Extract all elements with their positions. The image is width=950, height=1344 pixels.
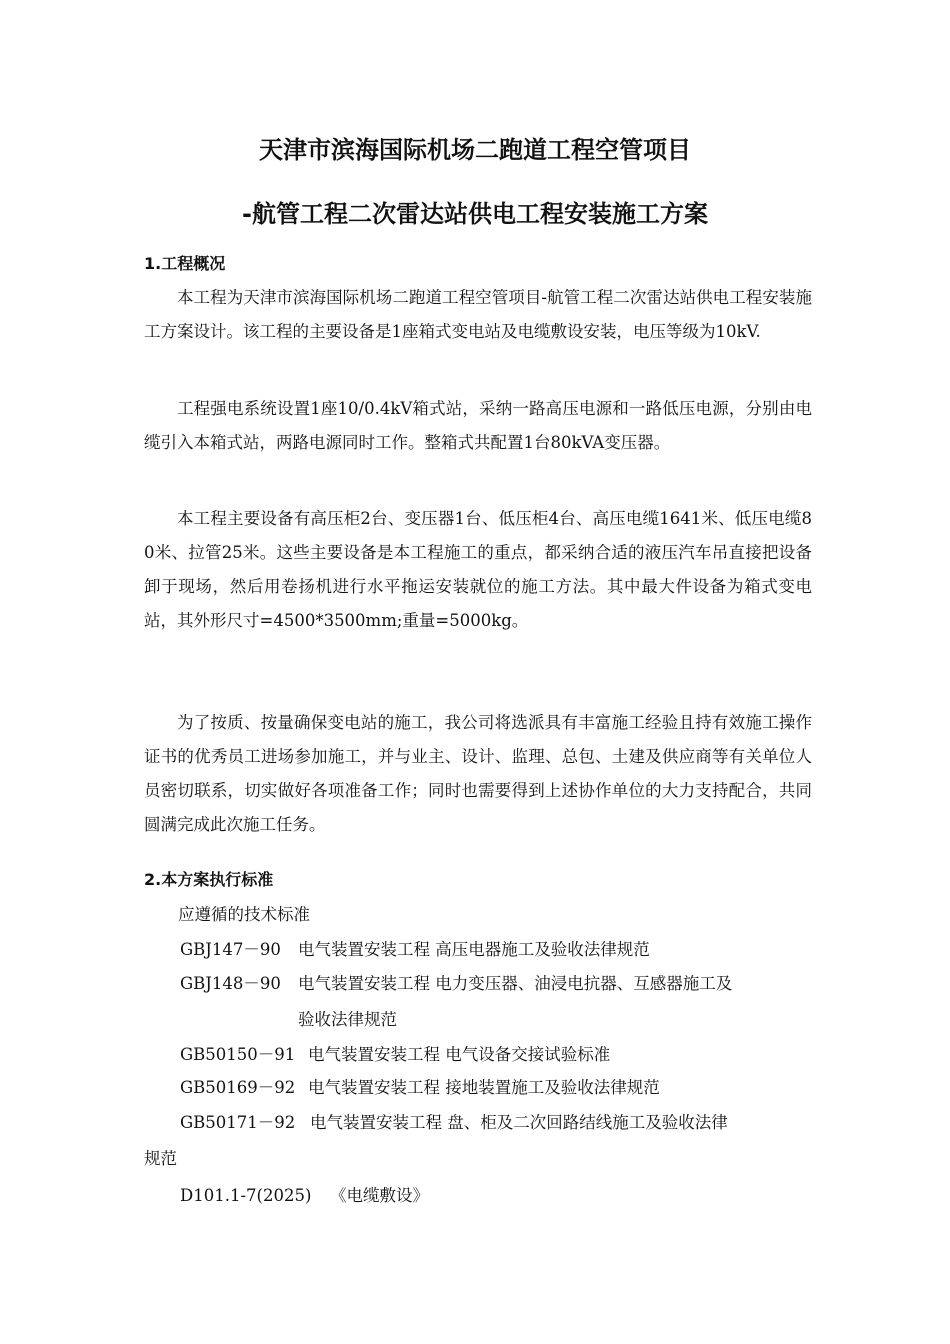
standard-code: GB50171－92 <box>180 1113 296 1132</box>
standard-title-continuation: 规范 <box>144 1149 177 1168</box>
standard-title: 电气装置安装工程 盘、柜及二次回路结线施工及验收法律 <box>310 1113 728 1132</box>
standard-title: 电气装置安装工程 电气设备交接试验标准 <box>308 1045 611 1064</box>
standard-title: 电气装置安装工程 电力变压器、油浸电抗器、互感器施工及 <box>298 974 733 993</box>
document-title-line-1: 天津市滨海国际机场二跑道工程空管项目 <box>259 136 691 164</box>
section-1-paragraph-1: 本工程为天津市滨海国际机场二跑道工程空管项目-航管工程二次雷达站供电工程安装施工方案设计。该工程的主要设备是1座箱式变电站及电缆敷设安装，电压等级为10kV. <box>144 288 812 341</box>
section-1-paragraph-4: 为了按质、按量确保变电站的施工，我公司将选派具有丰富施工经验且持有效施工操作证书的优秀员工进场参加施工，并与业主、设计、监理、总包、土建及供应商等有关单位人员密切联系，切实做好各项准备工作；同时也需要得到上述协作单位的大力支持配合，共同圆满完成此次施工任务。 <box>144 713 812 834</box>
standard-code: GBJ148－90 <box>180 974 281 993</box>
document-title-line-2: -航管工程二次雷达站供电工程安装施工方案 <box>242 200 708 228</box>
standard-item <box>180 1179 429 1213</box>
standard-code: GB50150－91 <box>180 1045 296 1064</box>
section-1-heading: 1.工程概况 <box>144 254 226 273</box>
standard-item <box>180 1038 610 1072</box>
standard-item <box>180 933 650 967</box>
standard-title-continuation: 验收法律规范 <box>298 1010 397 1029</box>
standard-code: D101.1-7(2025) <box>180 1186 312 1205</box>
standard-item <box>180 1106 728 1140</box>
standard-title: 《电缆敷设》 <box>330 1186 429 1205</box>
standard-code: GBJ147－90 <box>180 940 281 959</box>
section-1-paragraph-2: 工程强电系统设置1座10/0.4kV箱式站，采纳一路高压电源和一路低压电源，分别由电缆引入本箱式站，两路电源同时工作。整箱式共配置1台80kVA变压器。 <box>144 399 812 452</box>
section-1-paragraph-3: 本工程主要设备有高压柜2台、变压器1台、低压柜4台、高压电缆1641米、低压电缆80米、拉管25米。这些主要设备是本工程施工的重点，都采纳合适的液压汽车吊直接把设备卸于现场，然后用卷扬机进行水平拖运安装就位的施工方法。其中最大件设备为箱式变电站，其外形尺寸=4500*3500mm;重量=5000kg。 <box>144 509 812 630</box>
standard-item <box>180 1071 660 1105</box>
standards-intro: 应遵循的技术标准 <box>178 905 310 924</box>
section-2-heading: 2.本方案执行标准 <box>144 870 274 889</box>
standard-item <box>180 967 732 1001</box>
standard-code: GB50169－92 <box>180 1078 296 1097</box>
standard-title: 电气装置安装工程 高压电器施工及验收法律规范 <box>298 940 650 959</box>
standard-title: 电气装置安装工程 接地装置施工及验收法律规范 <box>308 1078 660 1097</box>
